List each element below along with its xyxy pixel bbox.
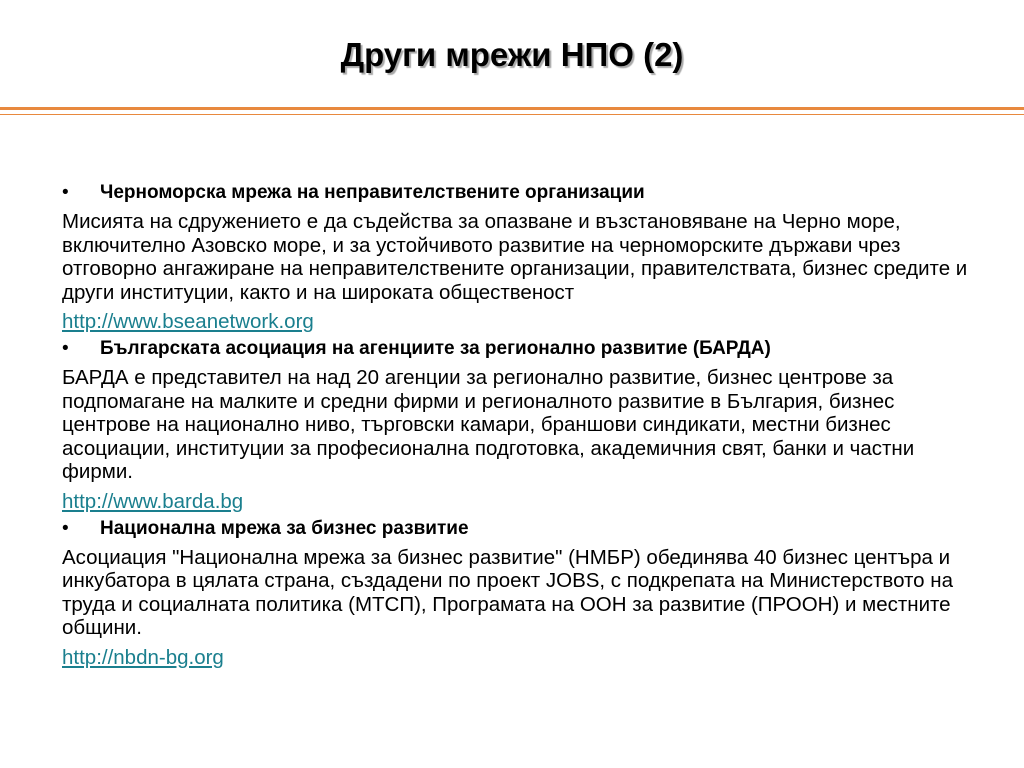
item-link[interactable]: http://www.bseanetwork.org [62,310,314,333]
item-description: БАРДА е представител на над 20 агенции за регионално развитие, бизнес центрове за подпомагане на малките и средни фирми и регионалното развитие в България, бизнес центрове на национално ниво, търговски камари, браншови синдикати, местни бизнес асоциации, институции за професионална подготовка, академичния свят, банки и частни фирми. [62,366,915,483]
slide-title: Други мрежи НПО (2) [340,36,684,73]
item-link[interactable]: http://nbdn-bg.org [62,645,224,669]
item-heading: Черноморска мрежа на неправителствените организации [100,182,645,203]
bullet-heading [62,181,982,205]
bullet-icon: • [62,517,69,539]
item-heading: Българската асоциация на агенциите за регионално развитие (БАРДА) [100,338,771,359]
slide-body [62,181,982,673]
bullet-icon: • [62,182,69,203]
item-black-sea-ngo-network [62,181,982,334]
item-national-business-network [62,517,982,670]
item-heading: Национална мрежа за бизнес развитие [100,517,469,539]
bullet-icon: • [62,338,69,359]
bullet-heading [62,517,982,541]
title-divider-thin [0,114,1024,115]
bullet-heading [62,337,982,361]
title-divider-thick [0,107,1024,110]
item-link[interactable]: http://www.barda.bg [62,489,244,513]
item-description: Асоциация "Национална мрежа за бизнес развитие" (НМБР) обединява 40 бизнес центъра и инкубатора в цялата страна, създадени по проект JOBS, с подкрепата на Министерството на труда и социалната политика (МТСП), Програмата на ООН за развитие (ПРООН) и местните общини. [62,545,953,639]
item-barda [62,337,982,514]
item-description: Мисията на сдружението е да съдейства за опазване и възстановяване на Черно море, включително Азовско море, и за устойчивото развитие на черноморските държави чрез отговорно ангажиране на неправителствените организации, правителствата, бизнес средите и други институции, както и на широката общественост [62,210,968,304]
